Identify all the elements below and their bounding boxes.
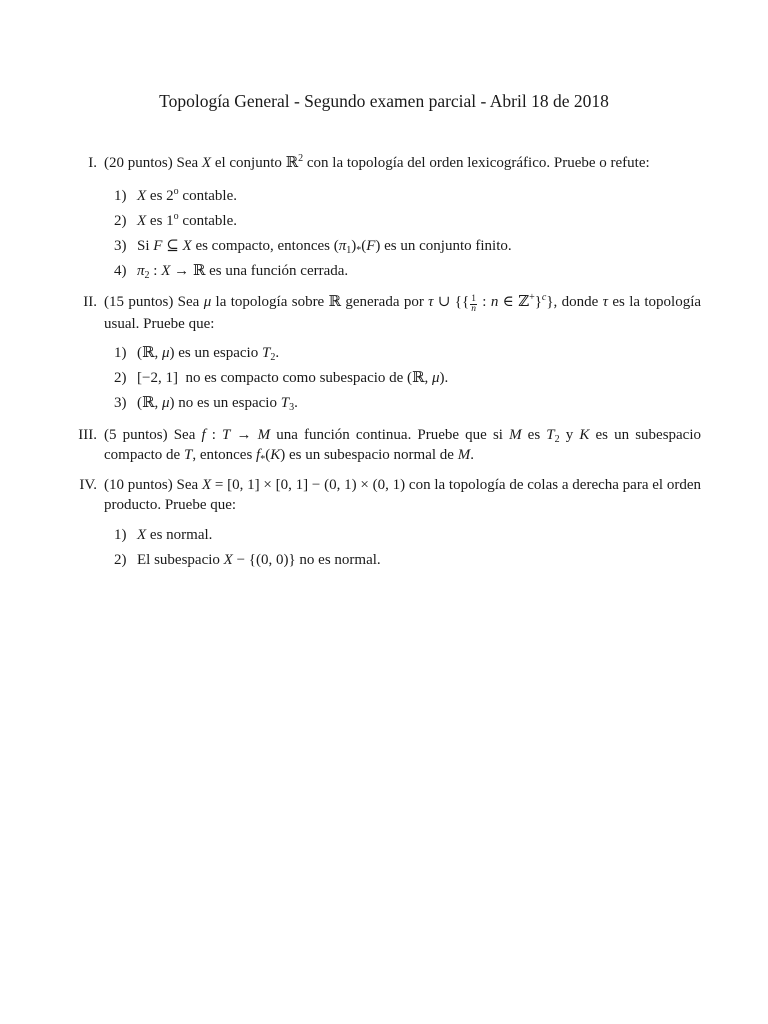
problem-number: I. bbox=[88, 155, 97, 171]
problem-number: II. bbox=[83, 294, 97, 310]
page-title: Topología General - Segundo examen parcial - Abril 18 de 2018 bbox=[159, 91, 609, 111]
problem-number: III. bbox=[78, 427, 97, 443]
problem-number: IV. bbox=[79, 477, 97, 493]
problem-statement: (20 puntos) Sea X el conjunto ℝ$^2$ con la topología del orden lexicográfico. Pruebe o refute: bbox=[104, 153, 650, 171]
problem-statement: (15 puntos) Sea μ la topología sobre ℝ generada por τ ∪ {{ $\frac{1}{n}$ : n ∈ ℤ+}$^c$}, donde τ es la topología usual. Pruebe que: bbox=[104, 292, 702, 332]
exam-page: Topología General - Segundo examen parcial - Abril 18 de 2018 I. (20 puntos) Sea X el conjunto ℝ$^2$ con la topología del orden lexicográfico. Pruebe o refute: 1) X es 2$^o$ contable. 2) X es 1$^o$ contable. 3) Si F ⊆ X es compacto, entonces $(\pi_1)_*(F)$ es un conjunto finito. 4) $\pi_2$ : X → ℝ es una función cerrada. II. (15 puntos) Sea μ la topología sobre ℝ generada por τ ∪ {{ $\frac{1}{n}$ : n ∈ ℤ+}$^c$}, donde τ es la topología usual. Pruebe que: 1) (ℝ, μ) es un espacio $T_2$. 2) [−2, 1] no es compacto como subespacio de (ℝ, μ). 3) (ℝ, μ) no es un espacio $T_3$. III. (5 puntos) Sea f : T → M una función continua. Pruebe que si M es $T_2$ y K es un subespacio compacto de T, entonces $f_*(K)$ es un subespacio normal de M. IV. (10 puntos) Sea X = [0, 1] × [0, 1] − (0, 1) × (0, 1) con la topología de colas a derecha para el orden producto. Pruebe que: 1) X es normal. 2) El subespacio X − {(0, 0)} no es normal. bbox=[0, 0, 768, 1024]
problem-statement: (5 puntos) Sea f : T → M una función continua. Pruebe que si M es $T_2$ y K es un subespacio compacto de T, entonces $f_*(K)$ es un subespacio normal de M. bbox=[104, 427, 702, 465]
problem-statement: (10 puntos) Sea X = [0, 1] × [0, 1] − (0, 1) × (0, 1) con la topología de colas a derecha para el orden producto. Pruebe que: bbox=[104, 477, 702, 513]
